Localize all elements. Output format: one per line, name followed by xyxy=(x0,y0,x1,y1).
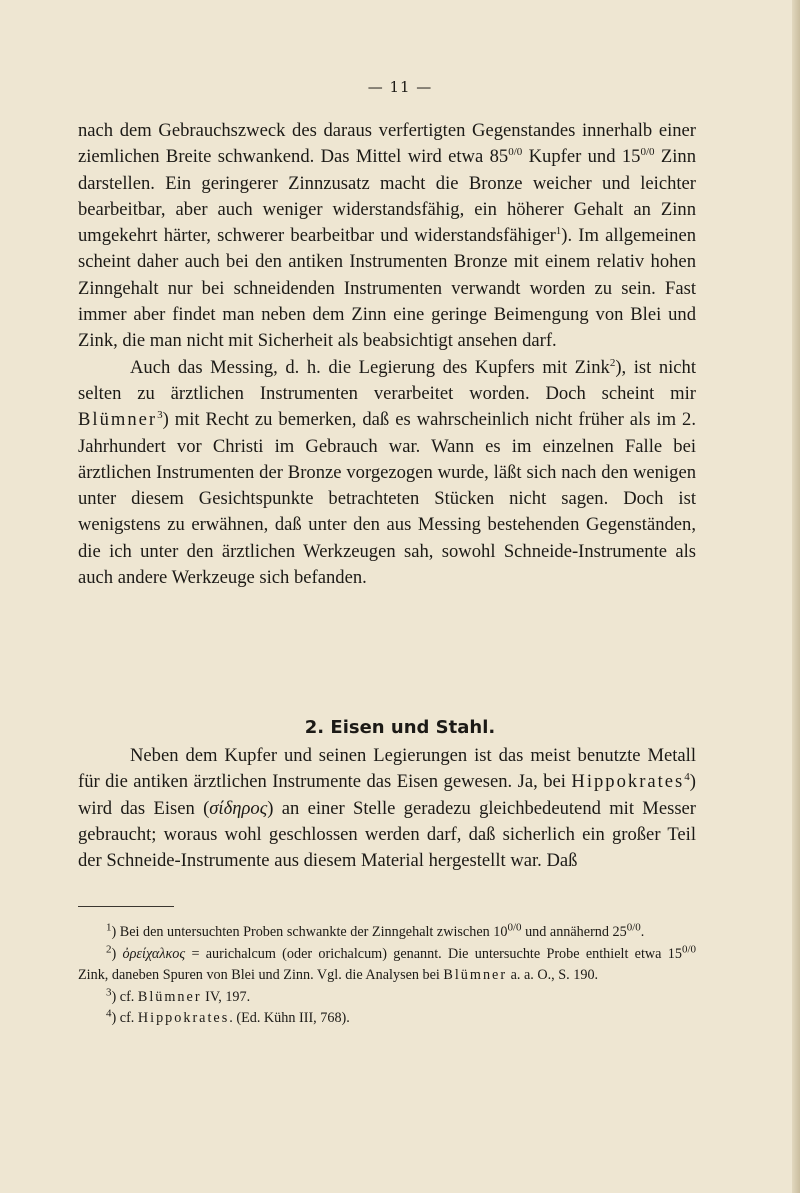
greek-word: σίδηρος xyxy=(209,797,268,819)
percent-sign: 0/0 xyxy=(640,146,655,159)
main-text-section-2 xyxy=(78,743,696,874)
footnote-3: $^3$) cf. Blümner IV, 197. xyxy=(106,986,251,1005)
footnote-ref-4[interactable]: 4 xyxy=(684,771,690,784)
paragraph-2: Auch das Messing, d. h. die Legierung des Kupfers mit Zink$^2$), ist nicht selten zu ärztlichen Instrumenten verarbeitet worden. Doch scheint mir Blümner$^3$) mit Recht zu bemerken, daß es wahrscheinlich nicht früher als im 2. Jahrhundert vor Christi im Gebrauch war. Wann es im einzelnen Falle bei ärztlichen Instrumenten der Bronze vorgezogen wurde, läßt sich nach den wenigen unter diesem Gesichtspunkte betrachteten Stücken nicht sagen. Doch ist wenigstens zu erwähnen, daß unter den aus Messing bestehenden Gegenständen, die ich unter den ärztlichen Werkzeugen sah, sowohl Schneide-Instrumente als auch andere Werkzeuge sich befanden. xyxy=(78,356,696,589)
author-name: Blümner xyxy=(78,409,158,431)
main-text xyxy=(78,118,696,591)
footnote-ref-2[interactable]: 2 xyxy=(609,356,616,369)
footnote-divider xyxy=(78,906,174,907)
footnote-4: $^4$) cf. Hippokrates. (Ed. Kühn III, 768). xyxy=(106,1007,350,1027)
section-heading: 2. Eisen und Stahl. xyxy=(304,717,496,738)
footnotes xyxy=(78,922,696,1030)
footnote-1: $^1$) Bei den untersuchten Proben schwankte der Zinngehalt zwischen $10^{0/0}$ und annähernd $25^{0/0}$. xyxy=(106,921,645,940)
percent-sign: 0/0 xyxy=(508,146,523,159)
page-number: — 11 — xyxy=(367,78,433,96)
footnote-ref-1[interactable]: 1 xyxy=(555,225,562,237)
footnote-ref-3[interactable]: 3 xyxy=(157,409,163,422)
paragraph-1: nach dem Gebrauchszweck des daraus verfertigten Gegenstandes innerhalb einer ziemlichen Breite schwankend. Das Mittel wird etwa $85^{0/0}$ Kupfer und $15^{0/0}$ Zinn darstellen. Ein geringerer Zinnzusatz macht die Bronze weicher und leichter bearbeitbar, aber auch weniger widerstandsfähig, ein höherer Gehalt an Zinn umgekehrt härter, schwerer bearbeitbar und widerstandsfähiger$^1$). Im allgemeinen scheint daher auch bei den antiken Instrumenten Bronze mit einem relativ hohen Zinngehalt nur bei schneidenden Instrumenten verwandt worden zu sein. Fast immer aber findet man neben dem Zinn eine geringe Beimengung von Blei und Zink, die man nicht mit Sicherheit als beabsichtigt ansehen darf. xyxy=(78,120,697,352)
footnote-2: $^2$) ὀρείχαλκος = aurichalcum (oder orichalcum) genannt. Die untersuchte Probe enthielt etwa $15^{0/0}$ Zink, daneben Spuren von Blei und Zinn. Vgl. die Analysen bei Blümner a. a. O., S. 190. xyxy=(78,942,697,984)
page-edge xyxy=(792,0,800,1193)
author-name: Hippokrates xyxy=(571,771,685,793)
paragraph-3: Neben dem Kupfer und seinen Legierungen ist das meist benutzte Metall für die antiken ärztlichen Instrumente das Eisen gewesen. Ja, bei Hippokrates$^4$) wird das Eisen (σίδηρος) an einer Stelle geradezu gleichbedeutend mit Messer gebraucht; woraus wohl geschlossen werden darf, daß sicherlich ein großer Teil der Schneide-Instrumente aus diesem Material hergestellt war. Daß xyxy=(78,745,696,872)
